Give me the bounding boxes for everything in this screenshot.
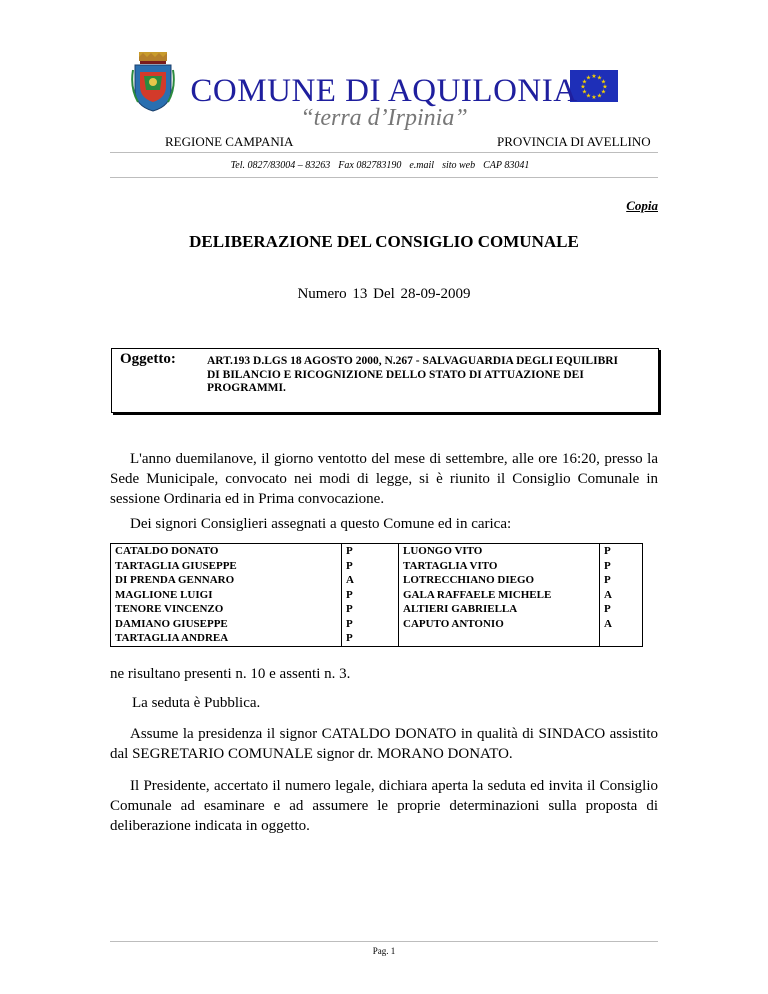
svg-text:★: ★ [581, 78, 588, 86]
svg-text:★: ★ [600, 78, 607, 86]
councillor-name: TARTAGLIA VITO [399, 559, 600, 574]
councillor-status: P [342, 544, 399, 559]
councillor-name: ALTIERI GABRIELLA [399, 602, 600, 617]
svg-text:★: ★ [600, 88, 607, 96]
councillor-status: P [600, 573, 643, 588]
councillor-row [111, 588, 643, 603]
councillor-status: P [600, 544, 643, 559]
councillor-name: GALA RAFFAELE MICHELE [399, 588, 600, 603]
phone-text: Tel. 0827/83004 – 83263 [230, 160, 331, 171]
attendance-summary: ne risultano presenti n. 10 e assenti n. 3. [110, 666, 351, 682]
councillors-table [110, 543, 643, 647]
opening-paragraph: Il Presidente, accertato il numero legale, dichiara aperta la seduta ed invita il Consiglio Comunale ad esaminare e ad assumere le proprie determinazioni sulla proposta di deliberazione indicata in oggetto. [110, 778, 658, 834]
councillor-status: P [342, 617, 399, 632]
councillor-name: MAGLIONE LUIGI [111, 588, 342, 603]
footer-divider [110, 941, 658, 942]
svg-text:★: ★ [591, 94, 597, 101]
councillor-name: DAMIANO GIUSEPPE [111, 617, 342, 632]
councillor-name [399, 631, 600, 646]
councillor-name: LUONGO VITO [399, 544, 600, 559]
presidency-paragraph: Assume la presidenza il signor CATALDO DONATO in qualità di SINDACO assistito dal SEGRETARIO COMUNALE signor dr. MORANO DONATO. [110, 726, 658, 762]
svg-text:★: ★ [602, 83, 608, 91]
municipality-title: COMUNE DI AQUILONIA [190, 73, 578, 109]
councillor-status: A [600, 588, 643, 603]
document-title: DELIBERAZIONE DEL CONSIGLIO COMUNALE [189, 232, 579, 251]
councillor-status: P [342, 588, 399, 603]
councillor-name: LOTRECCHIANO DIEGO [399, 573, 600, 588]
subject-box [111, 348, 659, 413]
councillor-name: TARTAGLIA GIUSEPPE [111, 559, 342, 574]
municipality-motto: “terra d’Irpinia” [300, 105, 468, 131]
header-divider-bottom [110, 177, 658, 178]
councillor-row [111, 617, 643, 632]
councillor-row [111, 559, 643, 574]
svg-text:★: ★ [585, 74, 592, 82]
councillor-status: P [600, 559, 643, 574]
fax-text: Fax 082783190 [338, 160, 402, 171]
councillor-name: CATALDO DONATO [111, 544, 342, 559]
councillor-status: P [342, 602, 399, 617]
cap-text: CAP 83041 [483, 160, 530, 171]
councillor-row [111, 573, 643, 588]
province-label: PROVINCIA DI AVELLINO [497, 134, 651, 149]
councillor-status: A [600, 617, 643, 632]
councillor-status: P [600, 602, 643, 617]
svg-text:★: ★ [585, 92, 592, 100]
svg-text:★: ★ [596, 92, 603, 100]
councillor-row [111, 602, 643, 617]
copy-label: Copia [626, 198, 658, 213]
councillor-status [600, 631, 643, 646]
intro-paragraph: L'anno duemilanove, il giorno ventotto del mese di settembre, alle ore 16:20, presso la Sede Municipale, convocato nei modi di legge, si è riunito il Consiglio Comunale in sessione Ordinaria ed in Prima convocazione. [110, 451, 658, 507]
svg-text:★: ★ [580, 83, 586, 91]
page-number: Pag. 1 [372, 946, 396, 956]
svg-text:★: ★ [581, 88, 588, 96]
session-type: La seduta è Pubblica. [132, 695, 261, 711]
region-label: REGIONE CAMPANIA [165, 134, 294, 149]
councillor-name: CAPUTO ANTONIO [399, 617, 600, 632]
councillor-row [111, 544, 643, 559]
svg-text:★: ★ [591, 73, 597, 80]
subject-label: Oggetto: [120, 351, 176, 367]
councillor-status: A [342, 573, 399, 588]
councillor-name: TARTAGLIA ANDREA [111, 631, 342, 646]
councillor-row [111, 631, 643, 646]
contact-line [0, 160, 768, 171]
councillor-status: P [342, 559, 399, 574]
header-divider-top [110, 152, 658, 153]
email-label: e.mail [409, 160, 435, 171]
deliberation-number: Numero 13 Del 28-09-2009 [297, 286, 471, 302]
councillor-name: TENORE VINCENZO [111, 602, 342, 617]
councillor-status: P [342, 631, 399, 646]
councillors-intro: Dei signori Consiglieri assegnati a questo Comune ed in carica: [130, 516, 512, 532]
svg-text:★: ★ [596, 74, 603, 82]
subject-text: ART.193 D.LGS 18 AGOSTO 2000, N.267 - SALVAGUARDIA DEGLI EQUILIBRI DI BILANCIO E RICOGNIZIONE DELLO STATO DI ATTUAZIONE DEI PROGRAMMI. [207, 355, 619, 394]
councillor-name: DI PRENDA GENNARO [111, 573, 342, 588]
website-label: sito web [442, 160, 476, 171]
